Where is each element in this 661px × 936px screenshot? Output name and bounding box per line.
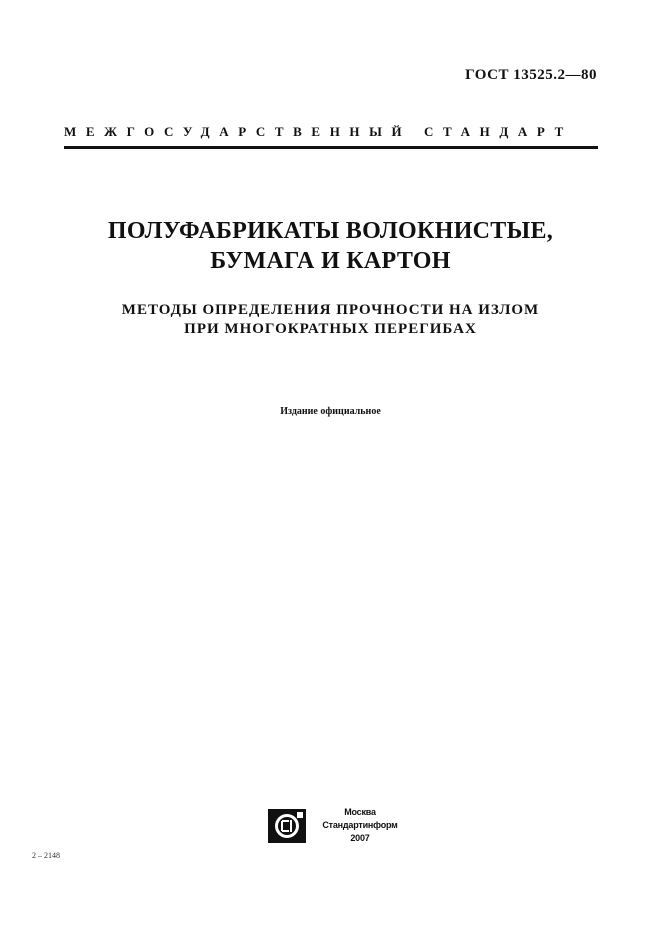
standartinform-logo-icon xyxy=(268,809,306,843)
publisher-city: Москва xyxy=(344,807,376,817)
publisher-imprint xyxy=(268,806,418,846)
publisher-name: Стандартинформ xyxy=(322,820,398,830)
header-divider xyxy=(64,146,598,149)
subtitle-line-2: ПРИ МНОГОКРАТНЫХ ПЕРЕГИБАХ xyxy=(184,321,477,337)
edition-note: Издание официальное xyxy=(280,406,381,417)
subtitle-line-1: МЕТОДЫ ОПРЕДЕЛЕНИЯ ПРОЧНОСТИ НА ИЗЛОМ xyxy=(121,302,540,318)
title-line-2: БУМАГА И КАРТОН xyxy=(210,248,451,274)
document-subtitle xyxy=(0,301,661,339)
document-code: ГОСТ 13525.2—80 xyxy=(465,67,597,83)
publisher-text xyxy=(310,806,410,845)
print-code: 2 – 2148 xyxy=(32,851,60,860)
title-line-1: ПОЛУФАБРИКАТЫ ВОЛОКНИСТЫЕ, xyxy=(107,218,554,244)
publisher-year: 2007 xyxy=(350,833,370,843)
document-title xyxy=(0,216,661,276)
standard-type-heading: МЕЖГОСУДАРСТВЕННЫЙ СТАНДАРТ xyxy=(64,124,573,139)
